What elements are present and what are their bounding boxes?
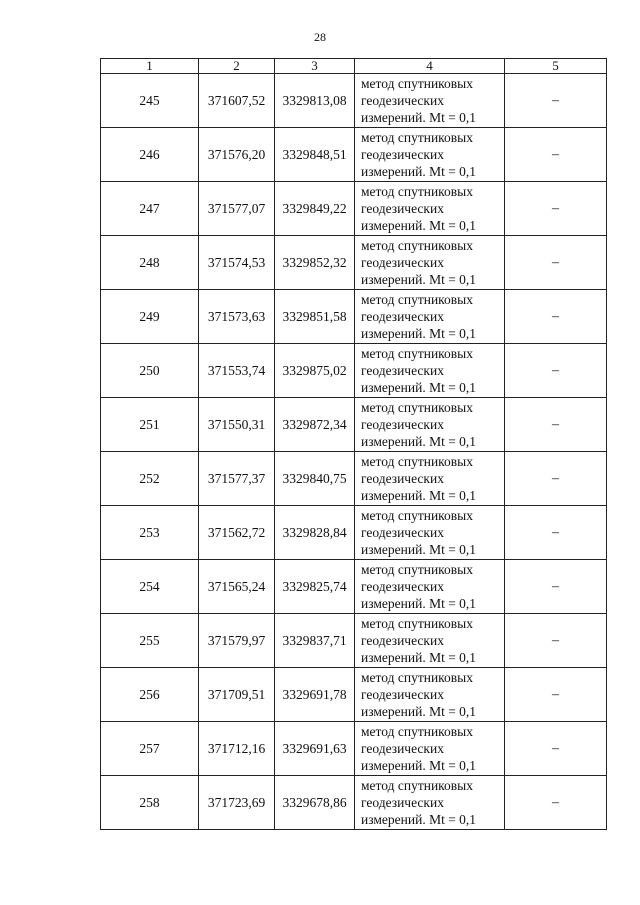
y-coordinate-cell: 3329875,02 (275, 344, 355, 398)
header-col-4: 4 (355, 59, 505, 74)
point-number-cell: 248 (101, 236, 199, 290)
note-cell: – (505, 398, 607, 452)
method-line: измерений. Mt = 0,1 (361, 380, 477, 395)
method-line: метод спутниковых (361, 346, 473, 361)
y-coordinate-cell: 3329849,22 (275, 182, 355, 236)
note-cell: – (505, 776, 607, 830)
method-cell (355, 668, 505, 722)
method-line: измерений. Mt = 0,1 (361, 650, 477, 665)
method-line: метод спутниковых (361, 454, 473, 469)
method-cell (355, 182, 505, 236)
method-line: измерений. Mt = 0,1 (361, 596, 477, 611)
method-line: метод спутниковых (361, 184, 473, 199)
note-cell: – (505, 506, 607, 560)
y-coordinate-cell: 3329837,71 (275, 614, 355, 668)
method-line: метод спутниковых (361, 562, 473, 577)
point-number-cell: 245 (101, 74, 199, 128)
note-cell: – (505, 614, 607, 668)
y-coordinate-cell: 3329691,78 (275, 668, 355, 722)
method-cell (355, 344, 505, 398)
note-cell: – (505, 74, 607, 128)
table-row (101, 506, 607, 560)
point-number-cell: 251 (101, 398, 199, 452)
method-line: геодезических (361, 93, 444, 108)
x-coordinate-cell: 371553,74 (199, 344, 275, 398)
method-line: измерений. Mt = 0,1 (361, 218, 477, 233)
x-coordinate-cell: 371577,07 (199, 182, 275, 236)
method-line: измерений. Mt = 0,1 (361, 326, 477, 341)
x-coordinate-cell: 371709,51 (199, 668, 275, 722)
page-number: 28 (314, 30, 326, 44)
method-cell (355, 452, 505, 506)
table-row (101, 668, 607, 722)
table-row (101, 452, 607, 506)
y-coordinate-cell: 3329851,58 (275, 290, 355, 344)
method-cell (355, 776, 505, 830)
y-coordinate-cell: 3329828,84 (275, 506, 355, 560)
point-number-cell: 253 (101, 506, 199, 560)
note-cell: – (505, 182, 607, 236)
y-coordinate-cell: 3329840,75 (275, 452, 355, 506)
method-line: геодезических (361, 741, 444, 756)
method-line: геодезических (361, 471, 444, 486)
method-line: метод спутниковых (361, 292, 473, 307)
method-line: метод спутниковых (361, 778, 473, 793)
note-cell: – (505, 128, 607, 182)
x-coordinate-cell: 371550,31 (199, 398, 275, 452)
table-row (101, 344, 607, 398)
note-cell: – (505, 668, 607, 722)
method-line: измерений. Mt = 0,1 (361, 434, 477, 449)
point-number-cell: 254 (101, 560, 199, 614)
method-line: метод спутниковых (361, 616, 473, 631)
method-cell (355, 506, 505, 560)
x-coordinate-cell: 371574,53 (199, 236, 275, 290)
method-line: измерений. Mt = 0,1 (361, 704, 477, 719)
note-cell: – (505, 236, 607, 290)
method-line: измерений. Mt = 0,1 (361, 758, 477, 773)
method-cell (355, 236, 505, 290)
x-coordinate-cell: 371607,52 (199, 74, 275, 128)
method-line: геодезических (361, 633, 444, 648)
y-coordinate-cell: 3329678,86 (275, 776, 355, 830)
header-col-1: 1 (101, 59, 199, 74)
method-cell (355, 74, 505, 128)
method-line: измерений. Mt = 0,1 (361, 110, 477, 125)
point-number-cell: 249 (101, 290, 199, 344)
method-cell (355, 614, 505, 668)
method-line: метод спутниковых (361, 670, 473, 685)
header-col-3: 3 (275, 59, 355, 74)
point-number-cell: 256 (101, 668, 199, 722)
method-line: измерений. Mt = 0,1 (361, 812, 477, 827)
method-line: геодезических (361, 417, 444, 432)
method-line: метод спутниковых (361, 130, 473, 145)
y-coordinate-cell: 3329852,32 (275, 236, 355, 290)
table-row (101, 776, 607, 830)
x-coordinate-cell: 371577,37 (199, 452, 275, 506)
method-cell (355, 398, 505, 452)
y-coordinate-cell: 3329825,74 (275, 560, 355, 614)
method-line: метод спутниковых (361, 724, 473, 739)
method-line: геодезических (361, 363, 444, 378)
note-cell: – (505, 452, 607, 506)
point-number-cell: 258 (101, 776, 199, 830)
y-coordinate-cell: 3329813,08 (275, 74, 355, 128)
x-coordinate-cell: 371712,16 (199, 722, 275, 776)
table-row (101, 290, 607, 344)
method-line: измерений. Mt = 0,1 (361, 542, 477, 557)
method-cell (355, 290, 505, 344)
x-coordinate-cell: 371579,97 (199, 614, 275, 668)
header-col-5: 5 (505, 59, 607, 74)
table-header-row (101, 59, 607, 74)
header-col-2: 2 (199, 59, 275, 74)
x-coordinate-cell: 371576,20 (199, 128, 275, 182)
table-row (101, 722, 607, 776)
method-line: геодезических (361, 795, 444, 810)
point-number-cell: 250 (101, 344, 199, 398)
x-coordinate-cell: 371723,69 (199, 776, 275, 830)
table-row (101, 182, 607, 236)
method-line: геодезических (361, 687, 444, 702)
method-cell (355, 722, 505, 776)
method-line: измерений. Mt = 0,1 (361, 272, 477, 287)
table-row (101, 74, 607, 128)
table-row (101, 560, 607, 614)
x-coordinate-cell: 371565,24 (199, 560, 275, 614)
table-row (101, 398, 607, 452)
point-number-cell: 257 (101, 722, 199, 776)
x-coordinate-cell: 371562,72 (199, 506, 275, 560)
y-coordinate-cell: 3329691,63 (275, 722, 355, 776)
point-number-cell: 247 (101, 182, 199, 236)
y-coordinate-cell: 3329848,51 (275, 128, 355, 182)
table-row (101, 236, 607, 290)
method-cell (355, 560, 505, 614)
method-line: геодезических (361, 255, 444, 270)
note-cell: – (505, 560, 607, 614)
method-line: метод спутниковых (361, 400, 473, 415)
point-number-cell: 252 (101, 452, 199, 506)
method-line: измерений. Mt = 0,1 (361, 488, 477, 503)
x-coordinate-cell: 371573,63 (199, 290, 275, 344)
method-line: измерений. Mt = 0,1 (361, 164, 477, 179)
point-number-cell: 246 (101, 128, 199, 182)
point-number-cell: 255 (101, 614, 199, 668)
method-line: геодезических (361, 147, 444, 162)
method-line: геодезических (361, 525, 444, 540)
table-row (101, 128, 607, 182)
note-cell: – (505, 722, 607, 776)
method-line: геодезических (361, 309, 444, 324)
coordinates-table (100, 58, 607, 830)
method-line: геодезических (361, 201, 444, 216)
note-cell: – (505, 290, 607, 344)
note-cell: – (505, 344, 607, 398)
method-line: геодезических (361, 579, 444, 594)
table-row (101, 614, 607, 668)
method-line: метод спутниковых (361, 76, 473, 91)
method-line: метод спутниковых (361, 238, 473, 253)
method-line: метод спутниковых (361, 508, 473, 523)
y-coordinate-cell: 3329872,34 (275, 398, 355, 452)
method-cell (355, 128, 505, 182)
table-body (101, 74, 607, 830)
